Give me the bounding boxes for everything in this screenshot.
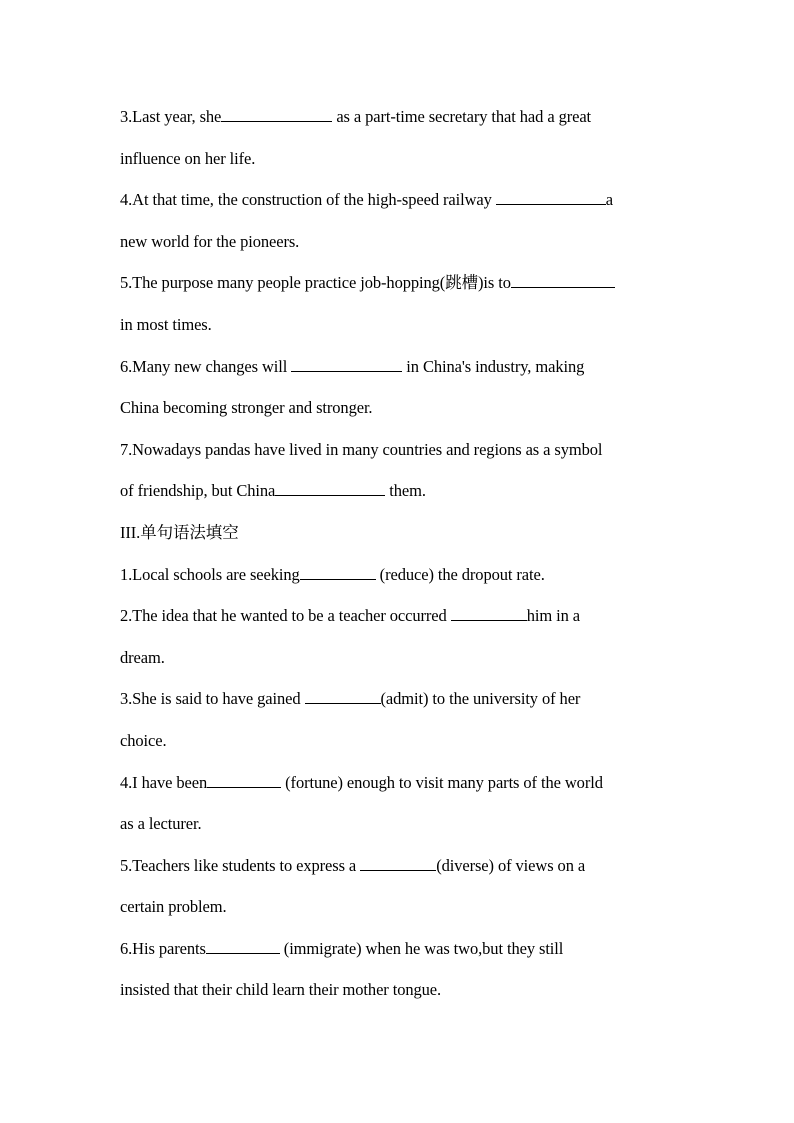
question-text: dream. bbox=[120, 647, 165, 667]
question-text: 5.The purpose many people practice job-hopping(跳槽)is to bbox=[120, 273, 511, 293]
question-text: as a lecturer. bbox=[120, 814, 202, 834]
question-text: 5.Teachers like students to express a bbox=[120, 855, 361, 875]
question-text: influence on her life. bbox=[120, 148, 256, 168]
question-text: him in a bbox=[526, 606, 580, 626]
question-line bbox=[120, 688, 680, 730]
question-text: China becoming stronger and stronger. bbox=[120, 398, 373, 418]
question-line bbox=[120, 813, 680, 855]
question-line bbox=[120, 314, 680, 356]
question-text: 4.At that time, the construction of the high-speed railway bbox=[120, 190, 496, 210]
question-text: in China's industry, making bbox=[402, 356, 585, 376]
question-line bbox=[120, 605, 680, 647]
question-line bbox=[120, 189, 680, 231]
question-text: certain problem. bbox=[120, 897, 227, 917]
question-line bbox=[120, 272, 680, 314]
question-text: choice. bbox=[120, 730, 167, 750]
question-line bbox=[120, 231, 680, 273]
question-text: (admit) to the university of her bbox=[380, 689, 581, 709]
question-text: new world for the pioneers. bbox=[120, 231, 300, 251]
question-line bbox=[120, 772, 680, 814]
answer-blank[interactable] bbox=[207, 772, 281, 788]
question-text: 6.Many new changes will bbox=[120, 356, 292, 376]
question-line bbox=[120, 148, 680, 190]
question-line bbox=[120, 106, 680, 148]
question-line bbox=[120, 397, 680, 439]
question-line bbox=[120, 439, 680, 481]
question-text: 3.Last year, she bbox=[120, 107, 222, 126]
question-text: them. bbox=[385, 481, 426, 501]
question-text: (fortune) enough to visit many parts of the world bbox=[281, 772, 603, 792]
answer-blank[interactable] bbox=[496, 189, 606, 205]
question-line bbox=[120, 855, 680, 897]
question-text: (reduce) the dropout rate. bbox=[375, 564, 545, 584]
answer-blank[interactable] bbox=[511, 272, 615, 288]
question-text: 6.His parents bbox=[120, 938, 206, 958]
question-text: of friendship, but China bbox=[120, 481, 276, 501]
answer-blank[interactable] bbox=[206, 938, 280, 954]
question-line bbox=[120, 896, 680, 938]
question-line bbox=[120, 480, 680, 522]
answer-blank[interactable] bbox=[305, 688, 381, 704]
question-line bbox=[120, 356, 680, 398]
question-text: (diverse) of views on a bbox=[436, 855, 586, 875]
question-text: 3.She is said to have gained bbox=[120, 689, 305, 709]
worksheet-content bbox=[120, 106, 680, 1021]
question-text: in most times. bbox=[120, 314, 212, 334]
question-text: a bbox=[605, 190, 614, 210]
question-line bbox=[120, 647, 680, 689]
answer-blank[interactable] bbox=[360, 855, 436, 871]
question-line bbox=[120, 979, 680, 1021]
question-text: 4.I have been bbox=[120, 772, 208, 792]
question-text: 2.The idea that he wanted to be a teacher occurred bbox=[120, 606, 451, 626]
answer-blank[interactable] bbox=[451, 605, 527, 621]
question-text: 7.Nowadays pandas have lived in many countries and regions as a symbol bbox=[120, 439, 603, 459]
answer-blank[interactable] bbox=[291, 356, 402, 372]
answer-blank[interactable] bbox=[300, 564, 376, 580]
question-line bbox=[120, 564, 680, 606]
answer-blank[interactable] bbox=[221, 106, 332, 122]
question-text: insisted that their child learn their mother tongue. bbox=[120, 980, 442, 1000]
answer-blank[interactable] bbox=[275, 480, 385, 496]
question-text: as a part-time secretary that had a great bbox=[332, 107, 592, 126]
section-heading: III.单句语法填空 bbox=[120, 522, 239, 542]
question-line bbox=[120, 730, 680, 772]
question-text: (immigrate) when he was two,but they still bbox=[279, 938, 564, 958]
question-text: 1.Local schools are seeking bbox=[120, 564, 300, 584]
question-line bbox=[120, 938, 680, 980]
